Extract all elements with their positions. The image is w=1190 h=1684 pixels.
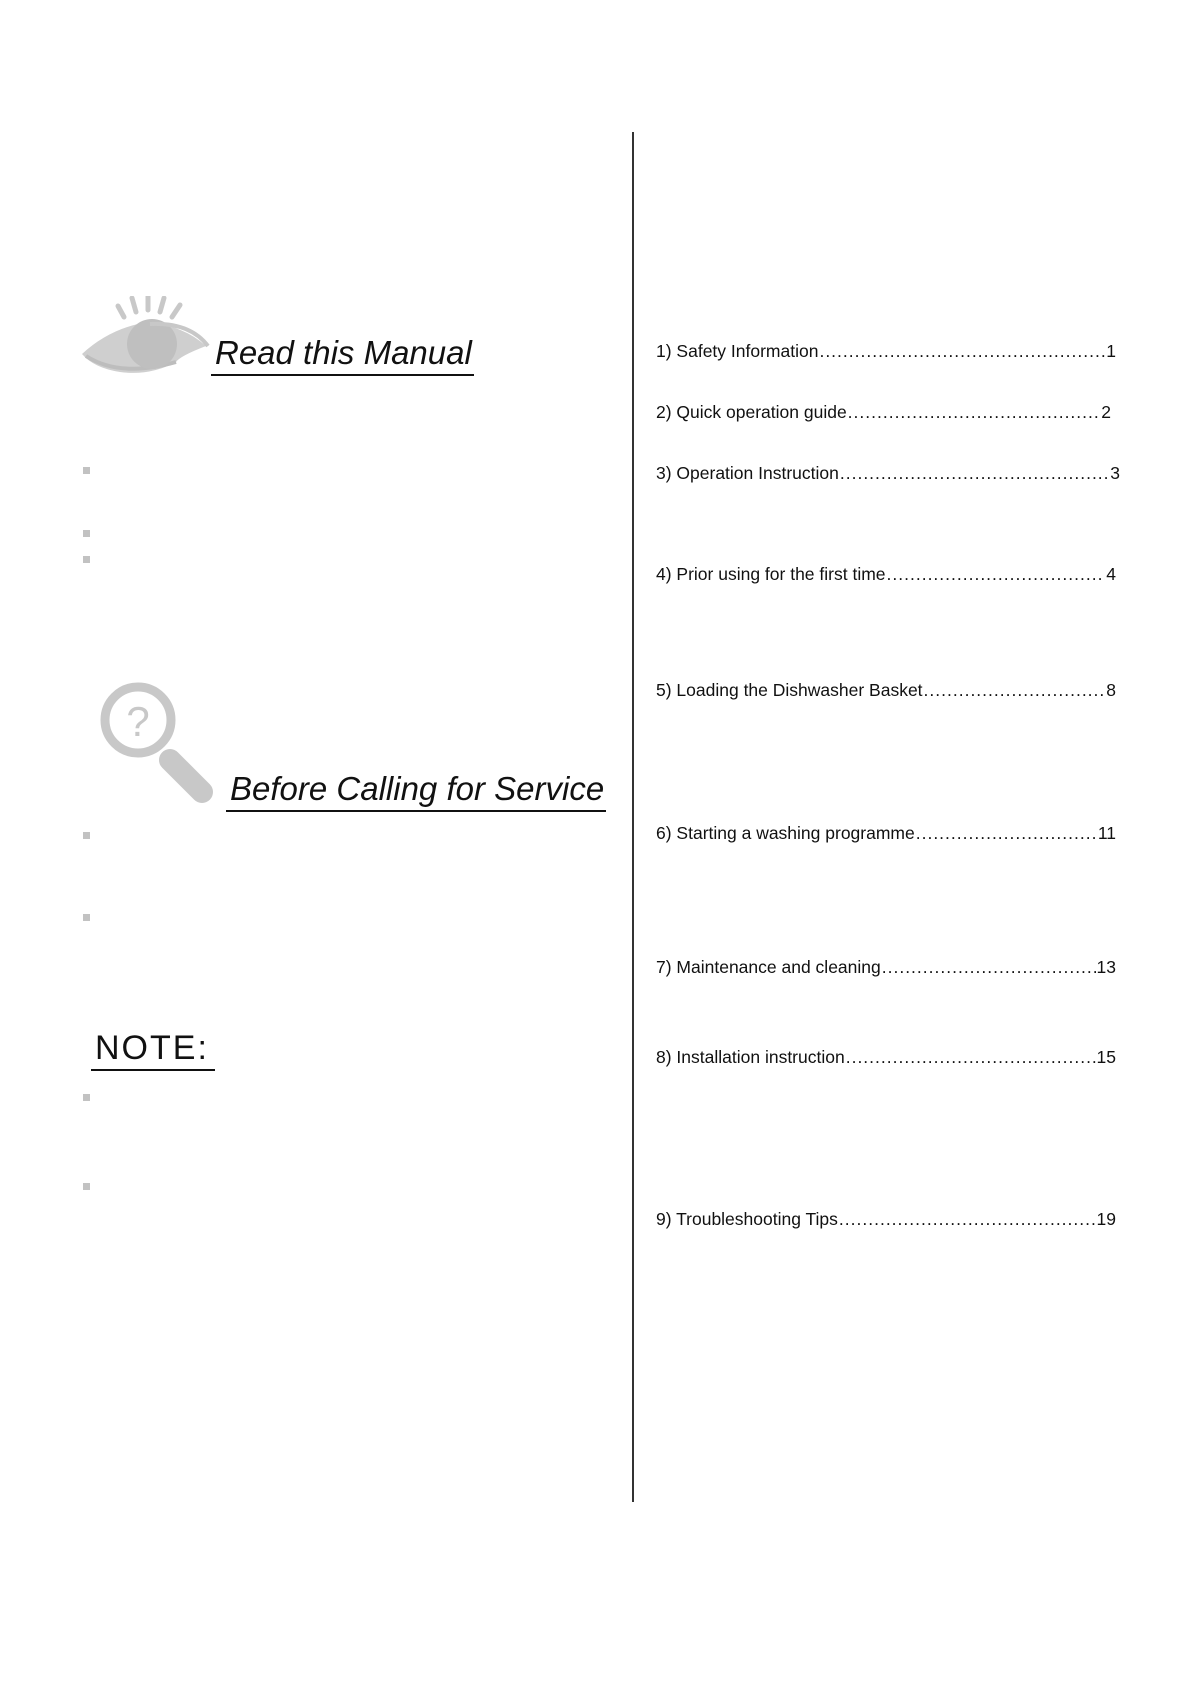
toc-label: 4) Prior using for the first time [656, 564, 886, 584]
toc-leader [882, 956, 1096, 978]
toc-page-number: 15 [1096, 1047, 1116, 1067]
toc-leader [819, 340, 1105, 362]
toc-item-quick-operation-guide[interactable] [656, 401, 1111, 423]
magnifier-question-icon [98, 680, 214, 804]
toc-label: 7) Maintenance and cleaning [656, 957, 881, 977]
note-heading: NOTE: [91, 1028, 215, 1071]
bullet [83, 1183, 90, 1190]
bullet [83, 530, 90, 537]
toc-item-installation-instruction[interactable] [656, 1046, 1116, 1068]
toc-item-loading-dishwasher-basket[interactable] [656, 679, 1116, 701]
toc-label: 1) Safety Information [656, 341, 819, 361]
toc-leader [887, 563, 1106, 585]
eye-icon [80, 296, 210, 380]
toc-label: 5) Loading the Dishwasher Basket [656, 680, 923, 700]
svg-text:?: ? [126, 698, 150, 745]
bullet [83, 556, 90, 563]
toc-item-troubleshooting-tips[interactable] [656, 1208, 1116, 1230]
toc-label: 9) Troubleshooting Tips [656, 1209, 838, 1229]
toc-page-number: 4 [1106, 564, 1116, 584]
toc-item-safety-information[interactable] [656, 340, 1116, 362]
bullet [83, 467, 90, 474]
toc-item-starting-washing-programme[interactable] [656, 822, 1116, 844]
toc-page-number: 19 [1096, 1209, 1116, 1229]
toc-leader [840, 462, 1109, 484]
toc-leader [848, 401, 1101, 423]
bullet [83, 914, 90, 921]
toc-page-number: 11 [1097, 823, 1116, 843]
toc-page-number: 8 [1106, 680, 1116, 700]
toc-item-maintenance-cleaning[interactable] [656, 956, 1116, 978]
before-service-heading: Before Calling for Service [226, 769, 606, 812]
toc-page-number: 3 [1110, 463, 1120, 483]
toc-label: 2) Quick operation guide [656, 402, 847, 422]
toc-page-number: 13 [1096, 957, 1116, 977]
toc-item-prior-using-first-time[interactable] [656, 563, 1116, 585]
toc-leader [846, 1046, 1096, 1068]
toc-item-operation-instruction[interactable] [656, 462, 1120, 484]
toc-page-number: 2 [1101, 402, 1111, 422]
toc-label: 6) Starting a washing programme [656, 823, 915, 843]
read-manual-heading: Read this Manual [211, 333, 474, 376]
bullet [83, 832, 90, 839]
toc-label: 3) Operation Instruction [656, 463, 839, 483]
bullet [83, 1094, 90, 1101]
toc-leader [924, 679, 1106, 701]
toc-leader [916, 822, 1097, 844]
column-divider [632, 132, 634, 1502]
toc-page-number: 1 [1106, 341, 1116, 361]
toc-leader [839, 1208, 1096, 1230]
toc-label: 8) Installation instruction [656, 1047, 845, 1067]
